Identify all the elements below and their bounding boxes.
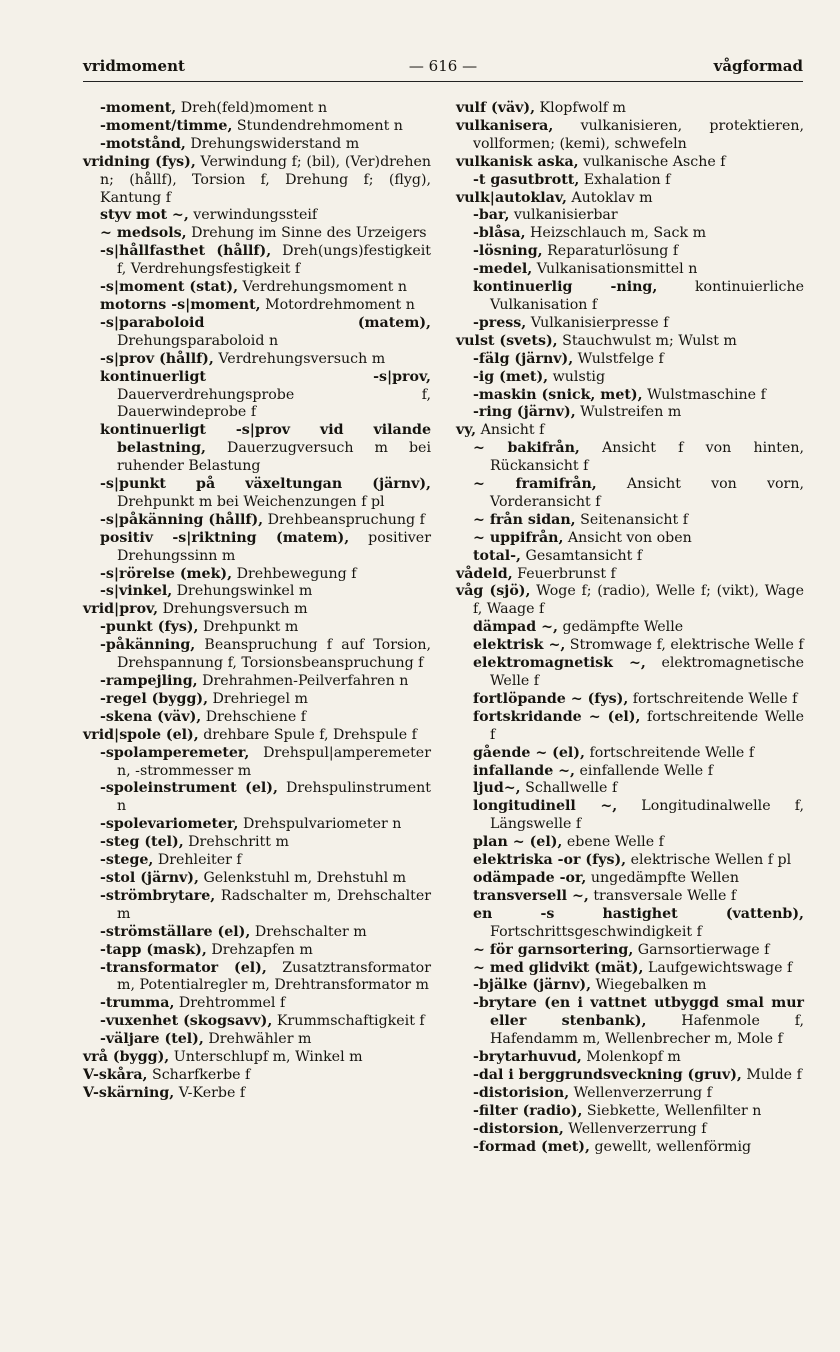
dictionary-entry: [100, 619, 431, 637]
entry-translation: ungedämpfte Wellen: [586, 869, 739, 886]
entry-translation: Drehbewegung f: [232, 565, 357, 582]
entry-headword: -tapp (mask),: [100, 941, 207, 958]
entry-headword: vådeld,: [456, 565, 513, 582]
entry-headword: -blåsa,: [473, 225, 526, 242]
entry-translation: Hafenmole f, Hafendamm m, Wellenbrecher m, Mole f: [490, 1013, 804, 1048]
entry-headword: ~ uppifrån,: [473, 529, 564, 546]
entry-translation: Stundendrehmoment n: [232, 117, 403, 134]
entry-headword: -skena (väv),: [100, 708, 202, 725]
entry-translation: Exhalation f: [579, 171, 671, 188]
dictionary-entry: [100, 583, 431, 601]
dictionary-entry: [473, 1121, 804, 1139]
left-column: [83, 100, 431, 1103]
entry-headword: -trumma,: [100, 995, 175, 1012]
dictionary-entry: [473, 530, 804, 548]
entry-headword: -strömställare (el),: [100, 923, 251, 940]
dictionary-entry: [100, 207, 431, 225]
entry-translation: ebene Welle f: [562, 834, 664, 851]
dictionary-entry: [473, 225, 804, 243]
dictionary-entry: [473, 548, 804, 566]
entry-headword: ~ från sidan,: [473, 511, 576, 528]
entry-headword: fortskridande ~ (el),: [473, 708, 641, 725]
entry-headword: -stege,: [100, 852, 154, 869]
entry-translation: Gelenkstuhl m, Drehstuhl m: [198, 869, 407, 886]
entry-translation: elektromagnetische Welle f: [490, 655, 804, 689]
entry-headword: -brytare (en i vattnet utbyggd smal mur eller stenbank),: [473, 995, 804, 1030]
dictionary-entry: [456, 566, 804, 584]
entry-headword: total-,: [473, 547, 521, 564]
entry-headword: -s|påkänning (hållf),: [100, 511, 264, 528]
entry-translation: Garnsortierwage f: [633, 941, 770, 958]
entry-headword: -s|prov (hållf),: [100, 350, 214, 367]
entry-translation: Seitenansicht f: [575, 511, 688, 528]
entry-headword: -s|paraboloid (matem),: [100, 314, 431, 331]
dictionary-entry: [456, 154, 804, 172]
dictionary-entry: [473, 369, 804, 387]
entry-translation: gedämpfte Welle: [557, 619, 684, 636]
entry-headword: elektrisk ~,: [473, 637, 566, 654]
dictionary-entry: [473, 780, 804, 798]
entry-headword: -spolamperemeter,: [100, 744, 250, 761]
dictionary-entry: [473, 763, 804, 781]
entry-headword: dämpad ~,: [473, 619, 558, 636]
entry-translation: fortschreitende Welle f: [628, 690, 798, 707]
dictionary-entry: [473, 207, 804, 225]
entry-translation: Scharfkerbe f: [147, 1066, 251, 1083]
dictionary-entry: [456, 583, 804, 619]
entry-headword: vulst (svets),: [456, 332, 558, 349]
entry-translation: Wellenverzerrung f: [569, 1084, 712, 1101]
dictionary-entry: [100, 422, 431, 476]
dictionary-entry: [473, 709, 804, 745]
entry-headword: -lösning,: [473, 243, 543, 260]
entry-translation: Wiegebalken m: [591, 977, 707, 994]
entry-translation: Ansicht f von hinten, Rückansicht f: [490, 440, 804, 475]
dictionary-entry: [100, 691, 431, 709]
entry-translation: Drehschiene f: [201, 708, 307, 725]
entry-headword: longitudinell ~,: [473, 798, 618, 815]
entry-headword: -s|vinkel,: [100, 583, 173, 600]
entry-headword: -t gasutbrott,: [473, 171, 580, 188]
header-right-guideword: vågformad: [713, 57, 803, 75]
entry-headword: vy,: [456, 422, 477, 439]
dictionary-entry: [473, 1085, 804, 1103]
dictionary-entry: [473, 870, 804, 888]
entry-translation: Drehspulvariometer n: [238, 816, 402, 833]
dictionary-entry: [100, 279, 431, 297]
dictionary-entry: [100, 995, 431, 1013]
entry-headword: V-skåra,: [83, 1066, 148, 1083]
dictionary-entry: [473, 995, 804, 1049]
entry-headword: en -s hastighet (vattenb),: [473, 905, 804, 922]
dictionary-entry: [100, 852, 431, 870]
dictionary-entry: [83, 601, 431, 619]
entry-headword: -stol (järnv),: [100, 869, 199, 886]
entry-translation: Unterschlupf m, Winkel m: [169, 1049, 363, 1066]
entry-headword: -s|punkt på växeltungan (järnv),: [100, 476, 431, 493]
entry-headword: -brytarhuvud,: [473, 1049, 582, 1066]
entry-translation: Vulkanisierpresse f: [526, 314, 669, 331]
entry-translation: Ansicht von vorn, Vorderansicht f: [490, 476, 804, 510]
entry-translation: wulstig: [548, 368, 606, 385]
entry-translation: Wulstreifen m: [575, 404, 682, 421]
entry-headword: -ring (järnv),: [473, 404, 576, 421]
dictionary-entry: [473, 1139, 804, 1157]
dictionary-entry: [83, 727, 431, 745]
dictionary-entry: [100, 637, 431, 673]
entry-headword: -s|moment (stat),: [100, 279, 239, 296]
entry-translation: Drehtrommel f: [174, 995, 286, 1012]
entry-translation: positiver Drehungssinn m: [117, 529, 431, 564]
dictionary-entry: [100, 118, 431, 136]
entry-headword: -medel,: [473, 261, 533, 278]
page-number: — 616 —: [408, 57, 478, 75]
dictionary-entry: [100, 476, 431, 512]
dictionary-entry: [83, 154, 431, 208]
entry-headword: motorns -s|moment,: [100, 296, 261, 313]
dictionary-entry: [100, 870, 431, 888]
entry-headword: -distorsion,: [473, 1120, 564, 1137]
entry-translation: Wellenverzerrung f: [563, 1120, 707, 1137]
entry-headword: vrid|prov,: [83, 601, 159, 618]
entry-translation: Dauerzugversuch m bei ruhender Belastung: [117, 440, 431, 475]
entry-translation: Klopfwolf m: [535, 100, 627, 116]
dictionary-entry: [473, 906, 804, 942]
entry-headword: odämpade -or,: [473, 869, 587, 886]
dictionary-entry: [473, 512, 804, 530]
entry-translation: Drehschritt m: [183, 834, 289, 851]
entry-headword: -bar,: [473, 207, 510, 224]
entry-translation: Autoklav m: [566, 189, 653, 206]
entry-headword: -motstånd,: [100, 135, 186, 152]
dictionary-entry: [473, 279, 804, 315]
entry-translation: Drehpunkt m: [198, 619, 299, 636]
entry-translation: Verdrehungsversuch m: [213, 350, 386, 367]
entry-translation: Drehungswinkel m: [172, 583, 313, 600]
dictionary-entry: [473, 404, 804, 422]
dictionary-entry: [100, 530, 431, 566]
dictionary-entry: [100, 1031, 431, 1049]
entry-headword: kontinuerlig -ning,: [473, 279, 658, 296]
entry-translation: Heizschlauch m, Sack m: [525, 225, 707, 242]
entry-translation: Ansicht f: [476, 422, 545, 439]
dictionary-entry: [473, 440, 804, 476]
dictionary-entry: [100, 780, 431, 816]
dictionary-entry: [473, 942, 804, 960]
entry-translation: kontinuierliche Vulkanisation f: [490, 279, 804, 313]
entry-translation: Drehungswiderstand m: [185, 135, 360, 152]
entry-headword: -moment,: [100, 100, 177, 116]
entry-headword: vrid|spole (el),: [83, 726, 199, 743]
dictionary-entry: [456, 100, 804, 118]
entry-headword: elektriska -or (fys),: [473, 852, 627, 869]
dictionary-entry: [83, 1049, 431, 1067]
entry-headword: -transformator (el),: [100, 959, 267, 976]
entry-translation: Wulstmaschine f: [642, 386, 766, 403]
entry-translation: Laufgewichtswage f: [643, 959, 793, 976]
entry-translation: Woge f; (radio), Welle f; (vikt), Wage f, Waage f: [473, 583, 804, 618]
entry-translation: fortschreitende Welle f: [490, 708, 804, 743]
dictionary-entry: [473, 691, 804, 709]
dictionary-entry: [100, 960, 431, 996]
dictionary-entry: [100, 315, 431, 351]
right-column: [456, 100, 804, 1156]
entry-translation: drehbare Spule f, Drehspule f: [198, 726, 417, 743]
entry-translation: V-Kerbe f: [174, 1084, 246, 1101]
entry-translation: Drehungsparaboloid n: [117, 332, 279, 349]
dictionary-entry: [100, 888, 431, 924]
dictionary-entry: [100, 566, 431, 584]
entry-headword: transversell ~,: [473, 887, 589, 904]
entry-translation: fortschreitende Welle f: [584, 744, 755, 761]
entry-headword: -regel (bygg),: [100, 690, 209, 707]
entry-headword: ljud~,: [473, 780, 521, 797]
entry-translation: Schallwelle f: [520, 780, 618, 797]
entry-headword: -formad (met),: [473, 1138, 590, 1155]
dictionary-entry: [100, 512, 431, 530]
dictionary-entry: [473, 1049, 804, 1067]
entry-headword: V-skärning,: [83, 1084, 175, 1101]
dictionary-entry: [473, 834, 804, 852]
entry-headword: vridning (fys),: [83, 153, 196, 170]
entry-translation: Vulkanisationsmittel n: [532, 261, 698, 278]
entry-headword: -vuxenhet (skogsavv),: [100, 1013, 273, 1030]
entry-headword: -spolevariometer,: [100, 816, 239, 833]
entry-headword: våg (sjö),: [456, 583, 531, 600]
entry-translation: Wulstfelge f: [573, 350, 664, 367]
entry-headword: vulk|autoklav,: [456, 189, 567, 206]
entry-headword: kontinuerligt -s|prov vid vilande belastning,: [100, 422, 431, 457]
entry-headword: kontinuerligt -s|prov,: [100, 368, 431, 385]
entry-headword: -väljare (tel),: [100, 1031, 204, 1048]
entry-headword: -bjälke (järnv),: [473, 977, 592, 994]
entry-headword: vulkanisera,: [456, 117, 554, 134]
entry-headword: elektromagnetisk ~,: [473, 655, 646, 672]
entry-translation: Motordrehmoment n: [260, 296, 415, 313]
dictionary-entry: [100, 816, 431, 834]
dictionary-entry: [456, 190, 804, 208]
dictionary-entry: [473, 745, 804, 763]
entry-headword: styv mot ~,: [100, 207, 189, 224]
entry-translation: Drehspulinstrument n: [117, 780, 431, 815]
entry-translation: Ansicht von oben: [563, 529, 692, 546]
entry-translation: Molenkopf m: [581, 1049, 681, 1066]
dictionary-entry: [100, 225, 431, 243]
entry-translation: Drehrahmen-Peilverfahren n: [197, 673, 409, 689]
entry-headword: -ig (met),: [473, 368, 549, 385]
entry-headword: ~ framifrån,: [473, 476, 597, 493]
entry-translation: Drehschalter m: [250, 923, 367, 940]
dictionary-entry: [100, 1013, 431, 1031]
dictionary-entry: [473, 637, 804, 655]
entry-headword: -påkänning,: [100, 637, 196, 654]
entry-translation: Drehpunkt m bei Weichenzungen f pl: [117, 493, 385, 510]
entry-headword: -filter (radio),: [473, 1102, 583, 1119]
dictionary-entry: [456, 422, 804, 440]
entry-headword: -fälg (järnv),: [473, 350, 574, 367]
page-header: [83, 55, 803, 82]
dictionary-entry: [473, 476, 804, 512]
dictionary-entry: [473, 387, 804, 405]
dictionary-entry: [473, 172, 804, 190]
entry-translation: Gesamtansicht f: [520, 547, 643, 564]
dictionary-entry: [473, 351, 804, 369]
entry-headword: -s|hållfasthet (hållf),: [100, 243, 272, 260]
dictionary-entry: [100, 673, 431, 691]
entry-translation: Drehriegel m: [208, 690, 308, 707]
entry-translation: gewellt, wellenförmig: [589, 1138, 752, 1155]
entry-headword: positiv -s|riktning (matem),: [100, 529, 350, 546]
entry-headword: ~ medsols,: [100, 225, 187, 242]
entry-translation: Beanspruchung f auf Torsion, Drehspannung f, Torsionsbeanspruchung f: [117, 637, 431, 672]
dictionary-entry: [473, 243, 804, 261]
entry-translation: Drehleiter f: [153, 852, 242, 869]
entry-translation: Drehungsversuch m: [158, 601, 308, 618]
entry-headword: vulf (väv),: [456, 100, 536, 116]
entry-headword: -rampejling,: [100, 673, 198, 689]
dictionary-entry: [473, 798, 804, 834]
entry-translation: Drehwähler m: [203, 1031, 312, 1048]
entry-headword: fortlöpande ~ (fys),: [473, 690, 629, 707]
entry-translation: Dreh(feld)moment n: [176, 100, 328, 116]
dictionary-entry: [83, 1067, 431, 1085]
dictionary-entry: [100, 924, 431, 942]
entry-headword: -spoleinstrument (el),: [100, 780, 278, 797]
dictionary-entry: [473, 619, 804, 637]
entry-headword: vrå (bygg),: [83, 1049, 170, 1066]
dictionary-entry: [473, 261, 804, 279]
entry-translation: elektrische Wellen f pl: [626, 852, 792, 869]
dictionary-entry: [473, 1103, 804, 1121]
dictionary-entry: [100, 243, 431, 279]
entry-translation: Feuerbrunst f: [512, 565, 616, 582]
entry-headword: vulkanisk aska,: [456, 153, 579, 170]
entry-headword: -press,: [473, 314, 527, 331]
header-left-guideword: vridmoment: [83, 57, 185, 75]
dictionary-entry: [83, 1085, 431, 1103]
entry-translation: Zusatztransformator m, Potentialregler m, Drehtransformator m: [117, 959, 432, 994]
dictionary-entry: [473, 852, 804, 870]
entry-translation: Stromwage f, elektrische Welle f: [565, 637, 804, 654]
entry-headword: -strömbrytare,: [100, 887, 216, 904]
entry-translation: Krummschaftigkeit f: [272, 1013, 425, 1030]
entry-translation: Verdrehungsmoment n: [238, 279, 408, 296]
dictionary-entry: [100, 942, 431, 960]
dictionary-entry: [473, 315, 804, 333]
entry-translation: Drehbeanspruchung f: [263, 511, 425, 528]
entry-headword: infallande ~,: [473, 762, 576, 779]
entry-translation: Mulde f: [741, 1066, 802, 1083]
dictionary-entry: [100, 745, 431, 781]
entry-translation: vulkanisierbar: [509, 207, 618, 224]
entry-translation: transversale Welle f: [588, 887, 737, 904]
dictionary-entry: [100, 351, 431, 369]
entry-translation: Longitudinalwelle f, Längswelle f: [490, 798, 804, 833]
entry-translation: Drehspul|amperemeter n, -strommesser m: [117, 744, 431, 779]
dictionary-entry: [473, 888, 804, 906]
dictionary-entry: [100, 100, 431, 118]
dictionary-entry: [100, 297, 431, 315]
entry-headword: -dal i berggrundsveckning (gruv),: [473, 1066, 742, 1083]
entry-translation: Siebkette, Wellenfilter n: [582, 1102, 762, 1119]
entry-headword: ~ för garnsortering,: [473, 941, 634, 958]
entry-translation: vulkanische Asche f: [578, 153, 726, 170]
entry-headword: -moment/timme,: [100, 117, 233, 134]
dictionary-entry: [456, 333, 804, 351]
entry-headword: -steg (tel),: [100, 834, 184, 851]
dictionary-entry: [100, 834, 431, 852]
entry-headword: ~ med glidvikt (mät),: [473, 959, 644, 976]
dictionary-entry: [473, 1067, 804, 1085]
entry-translation: Verwindung f; (bil), (Ver)drehen n; (hållf), Torsion f, Drehung f; (flyg), Kantung f: [100, 153, 431, 206]
entry-headword: ~ bakifrån,: [473, 440, 580, 457]
dictionary-entry: [473, 960, 804, 978]
entry-headword: gående ~ (el),: [473, 744, 585, 761]
entry-translation: Radschalter m, Drehschalter m: [117, 887, 431, 922]
entry-headword: -maskin (snick, met),: [473, 386, 643, 403]
dictionary-entry: [456, 118, 804, 154]
entry-translation: Dauerverdrehungsprobe f, Dauerwindeprobe f: [117, 386, 431, 421]
dictionary-entry: [473, 655, 804, 691]
entry-headword: plan ~ (el),: [473, 834, 563, 851]
entry-translation: Fortschrittsgeschwindigkeit f: [490, 923, 702, 940]
entry-translation: Stauchwulst m; Wulst m: [557, 332, 737, 349]
entry-translation: Drehzapfen m: [206, 941, 313, 958]
entry-translation: vulkanisieren, protektieren, vollformen; (kemi), schwefeln: [473, 117, 804, 152]
entry-headword: -punkt (fys),: [100, 619, 199, 636]
dictionary-entry: [473, 977, 804, 995]
dictionary-entry: [100, 369, 431, 423]
dictionary-entry: [100, 709, 431, 727]
entry-translation: Drehung im Sinne des Urzeigers: [186, 225, 427, 242]
entry-translation: einfallende Welle f: [575, 762, 713, 779]
dictionary-entry: [100, 136, 431, 154]
entry-translation: verwindungssteif: [188, 207, 318, 224]
entry-headword: -s|rörelse (mek),: [100, 565, 233, 582]
entry-translation: Dreh(ungs)festigkeit f, Verdrehungsfestigkeit f: [117, 243, 432, 278]
entry-headword: -distorision,: [473, 1084, 570, 1101]
entry-translation: Reparaturlösung f: [542, 243, 679, 260]
